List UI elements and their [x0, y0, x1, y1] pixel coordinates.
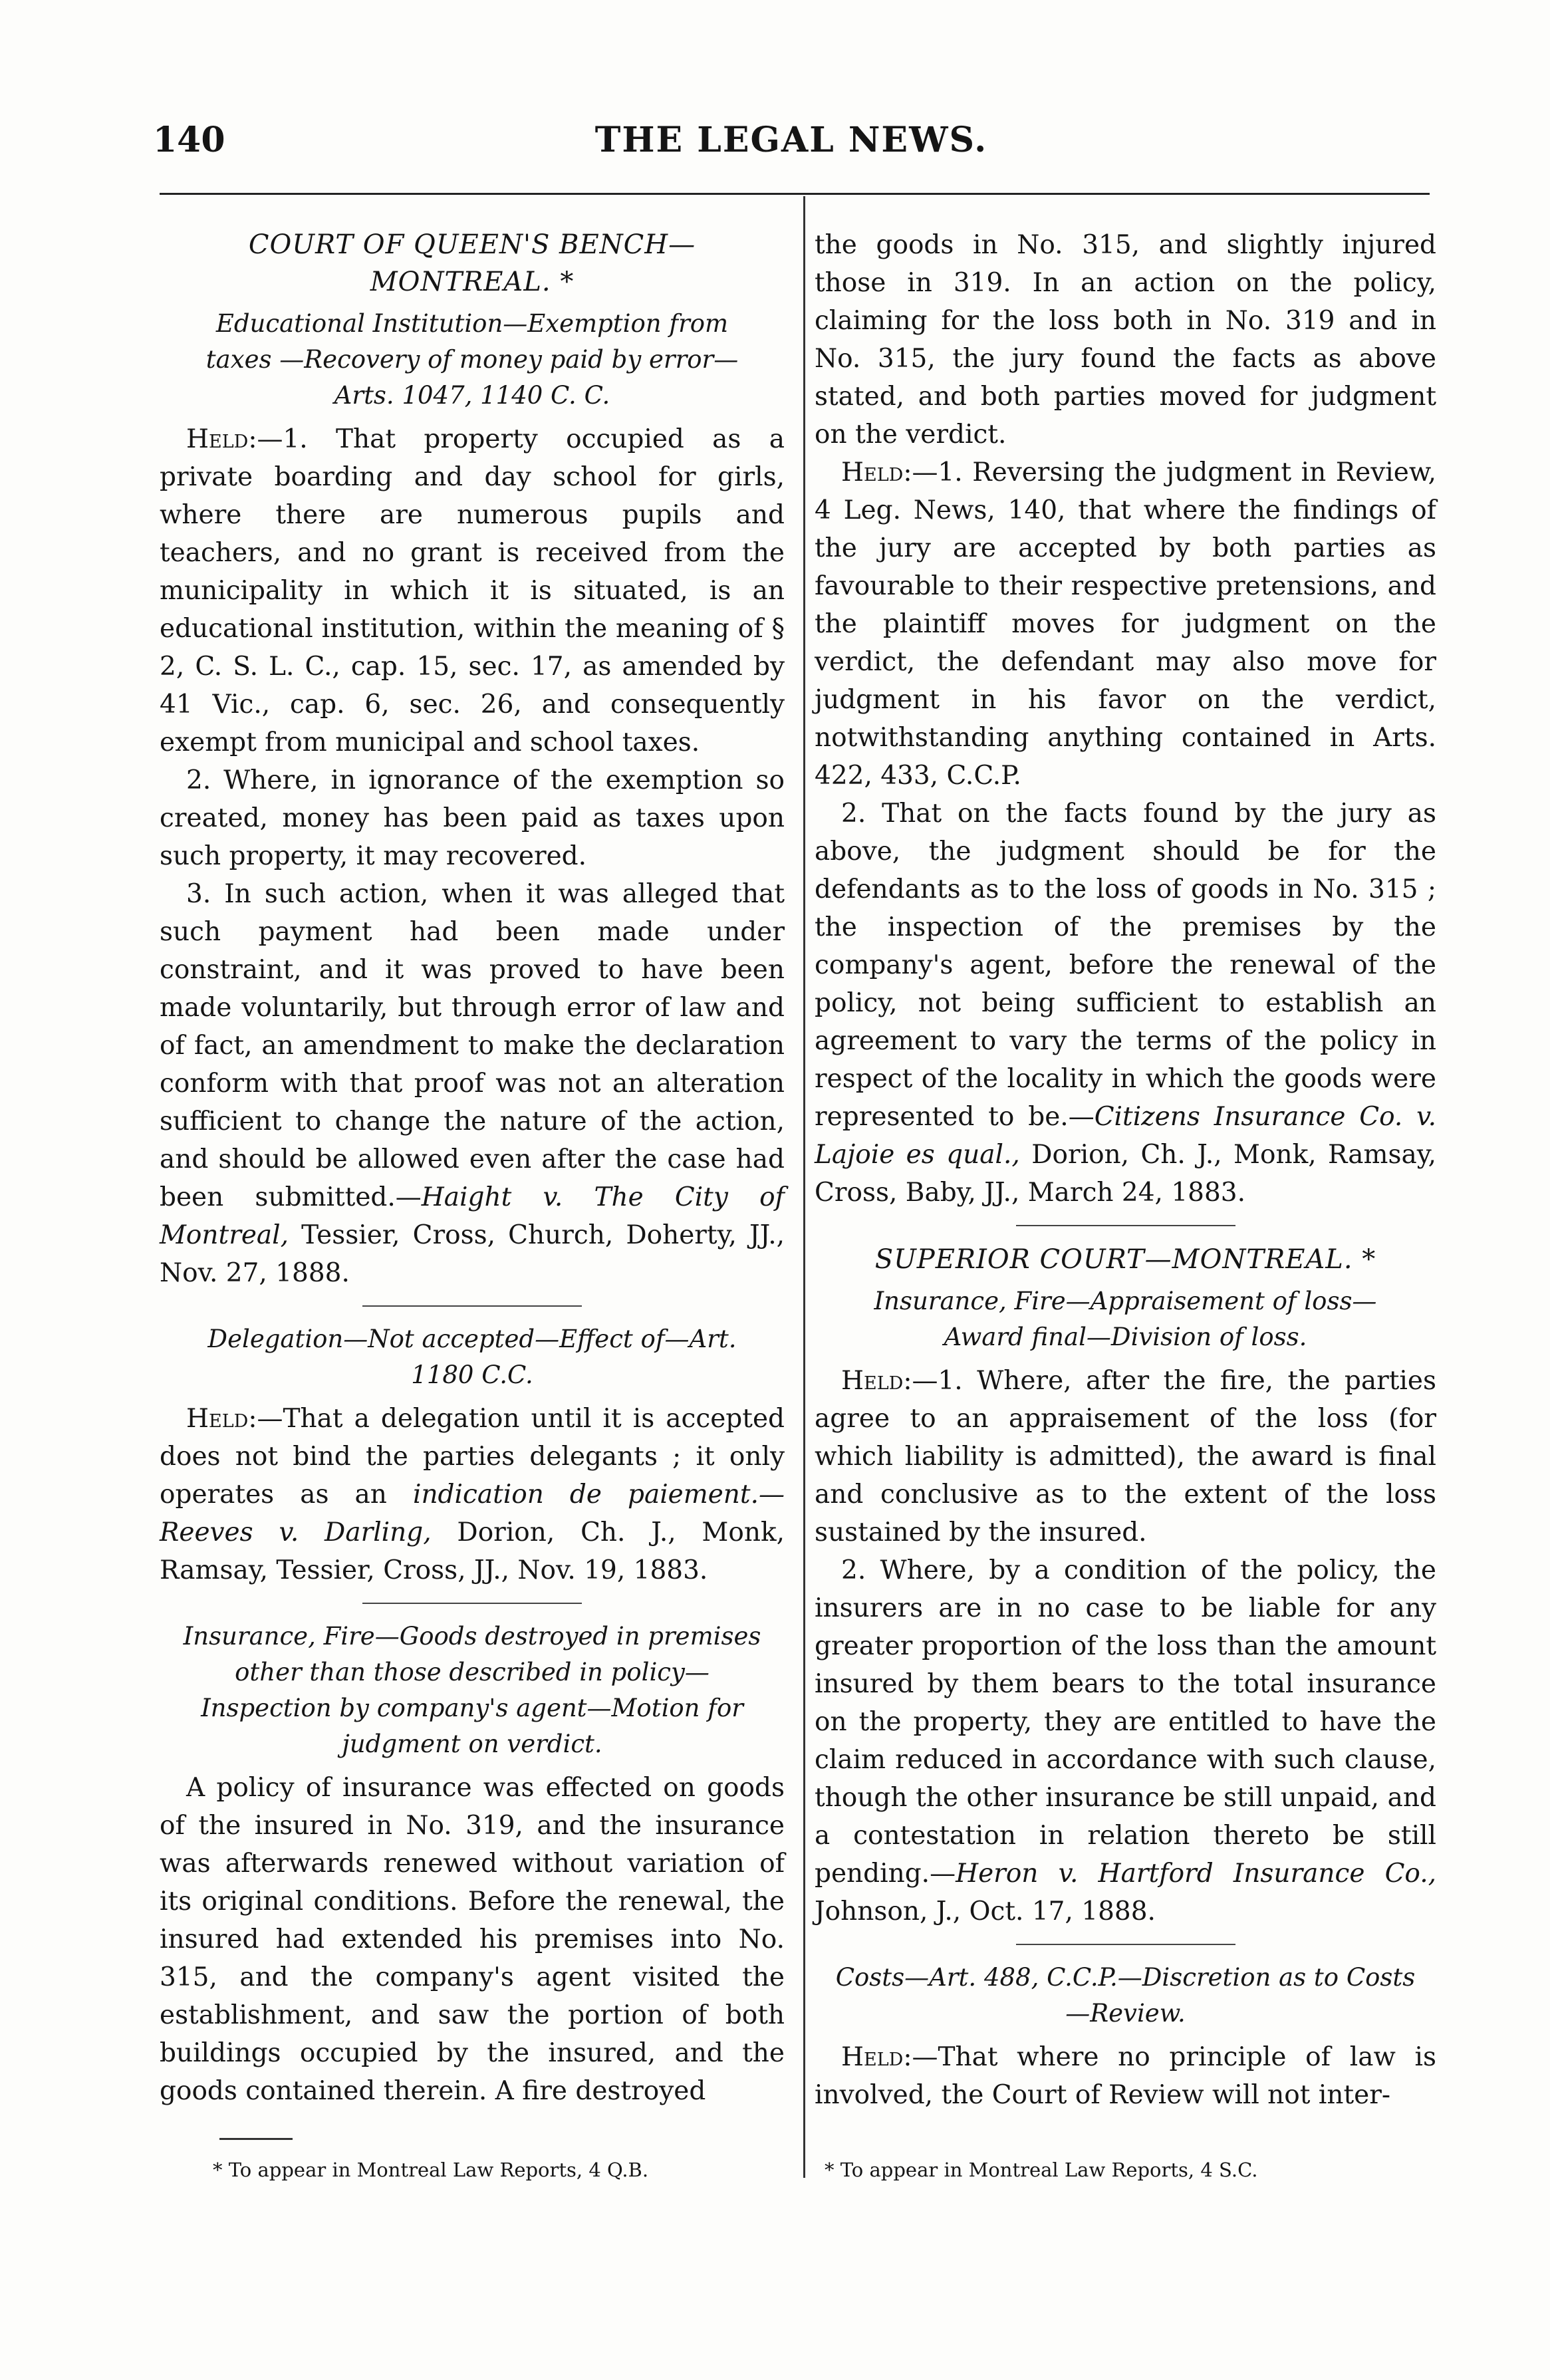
held-label: Held — [841, 458, 904, 487]
holding-paragraph: Held:—1. That property occupied as a private boarding and day school for girls, where there are numerous pupils and teachers, and no grant is received from the municipality in which it is situated, is an educational institution, within the meaning of § 2, C. S. L. C., cap. 15, sec. 17, as amended by 41 Vic., cap. 6, sec. 26, and consequently exempt from municipal and school taxes. — [160, 424, 785, 757]
facts-paragraph: A policy of insurance was effected on goods of the insured in No. 319, and the insurance was afterwards renewed without variation of its original conditions. Before the renewal, the insured had extended his premises into No. 315, and the company's agent visited the establishment, and saw the portion of both buildings occupied by the insured, and the goods contained therein. A fire destroyed — [160, 1773, 785, 2106]
section-rule — [362, 1305, 582, 1307]
case-heading-educational: Educational Institution—Exemption from taxes —Recovery of money paid by error—Arts. 1047, 1140 C. C. — [205, 309, 739, 410]
holding-paragraph-2: 2. Where, in ignorance of the exemption so created, money has been paid as taxes upon such property, it may recovered. — [160, 765, 785, 871]
section-rule — [1016, 1225, 1235, 1226]
holding-paragraph: Held:—1. Reversing the judgment in Review, 4 Leg. News, 140, that where the findings of the jury are accepted by both parties as favourable to their respective pretensions, and the plaintiff moves for judgment on the verdict, the defendant may also move for judgment in his favor on the verdict, notwithstanding anything contained in Arts. 422, 433, C.C.P. — [815, 458, 1436, 791]
held-label: Held — [186, 1404, 249, 1434]
case-citation: Heron v. Hartford Insurance Co., — [956, 1859, 1436, 1889]
holding-paragraph-2: 2. That on the facts found by the jury as above, the judgment should be for the defendants as to the loss of goods in No. 315 ; the inspection of the premises by the company's agent, before the renewal of the policy, not being sufficient to establish an agreement to vary the terms of the policy in respect of the locality in which the goods were represented to be.—Citizens Insurance Co. v. Lajoie es qual., Dorion, Ch. J., Monk, Ramsay, Cross, Baby, JJ., March 24, 1883. — [815, 799, 1437, 1208]
right-column — [815, 226, 1436, 2114]
footnote-rule — [219, 2138, 293, 2140]
footnote-left: * To appear in Montreal Law Reports, 4 Q.B. — [213, 2159, 649, 2181]
case-heading-appraisement: Insurance, Fire—Appraisement of loss—Award final—Division of loss. — [874, 1287, 1377, 1351]
held-label: Held — [186, 424, 249, 454]
section-rule — [362, 1603, 582, 1604]
case-heading-costs: Costs—Art. 488, C.C.P.—Discretion as to Costs —Review. — [835, 1963, 1416, 2028]
case-heading-delegation: Delegation—Not accepted—Effect of—Art. 1180 C.C. — [207, 1325, 737, 1389]
header-rule — [160, 193, 1430, 195]
facts-continued: the goods in No. 315, and slightly injured those in 319. In an action on the policy, claiming for the loss both in No. 319 and in No. 315, the jury found the facts as above stated, and both parties moved for judgment on the verdict. — [815, 230, 1436, 450]
page-header — [153, 113, 1430, 173]
section-rule — [1016, 1944, 1235, 1945]
court-title-queens-bench: COURT OF QUEEN'S BENCH—MONTREAL. * — [248, 229, 696, 297]
held-label: Held — [841, 2042, 904, 2072]
case-citation: Haight v. The City of Montreal, — [160, 1182, 785, 1250]
case-citation: Citizens Insurance Co. v. Lajoie es qual., — [815, 1102, 1436, 1170]
holding-paragraph: Held:—That where no principle of law is involved, the Court of Review will not inter- — [815, 2042, 1436, 2110]
case-citation: Reeves v. Darling, — [160, 1518, 432, 1547]
holding-paragraph-3: 3. In such action, when it was alleged that such payment had been made under constraint, and it was proved to have been made voluntarily, but through error of law and of fact, an amendment to make the declaration conform with that proof was not an alteration sufficient to change the nature of the action, and should be allowed even after the case had been submitted.—Haight v. The City of Montreal, Tessier, Cross, Church, Doherty, JJ., Nov. 27, 1888. — [160, 879, 785, 1288]
holding-paragraph: Held:—That a delegation until it is accepted does not bind the parties delegants ; it only operates as an indication de paiement.—Reeves v. Darling, Dorion, Ch. J., Monk, Ramsay, Tessier, Cross, JJ., Nov. 19, 1883. — [160, 1404, 785, 1585]
footnote-right: * To appear in Montreal Law Reports, 4 S.C. — [825, 2159, 1258, 2181]
holding-paragraph: Held:—1. Where, after the fire, the parties agree to an appraisement of the loss (for which liability is admitted), the award is final and conclusive as to the extent of the loss sustained by the insured. — [815, 1366, 1436, 1547]
court-title-superior: SUPERIOR COURT—MONTREAL. * — [874, 1244, 1376, 1275]
left-column — [160, 226, 785, 2110]
journal-title: THE LEGAL NEWS. — [594, 120, 988, 160]
held-label: Held — [841, 1366, 904, 1396]
case-heading-insurance-goods: Insurance, Fire—Goods destroyed in premises other than those described in policy—Inspection by company's agent—Motion for judgment on verdict. — [183, 1622, 761, 1758]
page-number: 140 — [153, 120, 225, 160]
column-divider — [803, 196, 805, 2178]
holding-paragraph-2: 2. Where, by a condition of the policy, the insurers are in no case to be liable for any greater proportion of the loss than the amount insured by them bears to the total insurance on the property, they are entitled to have the claim reduced in accordance with such clause, though the other insurance be still unpaid, and a contestation in relation thereto be still pending.—Heron v. Hartford Insurance Co., Johnson, J., Oct. 17, 1888. — [815, 1555, 1436, 1926]
